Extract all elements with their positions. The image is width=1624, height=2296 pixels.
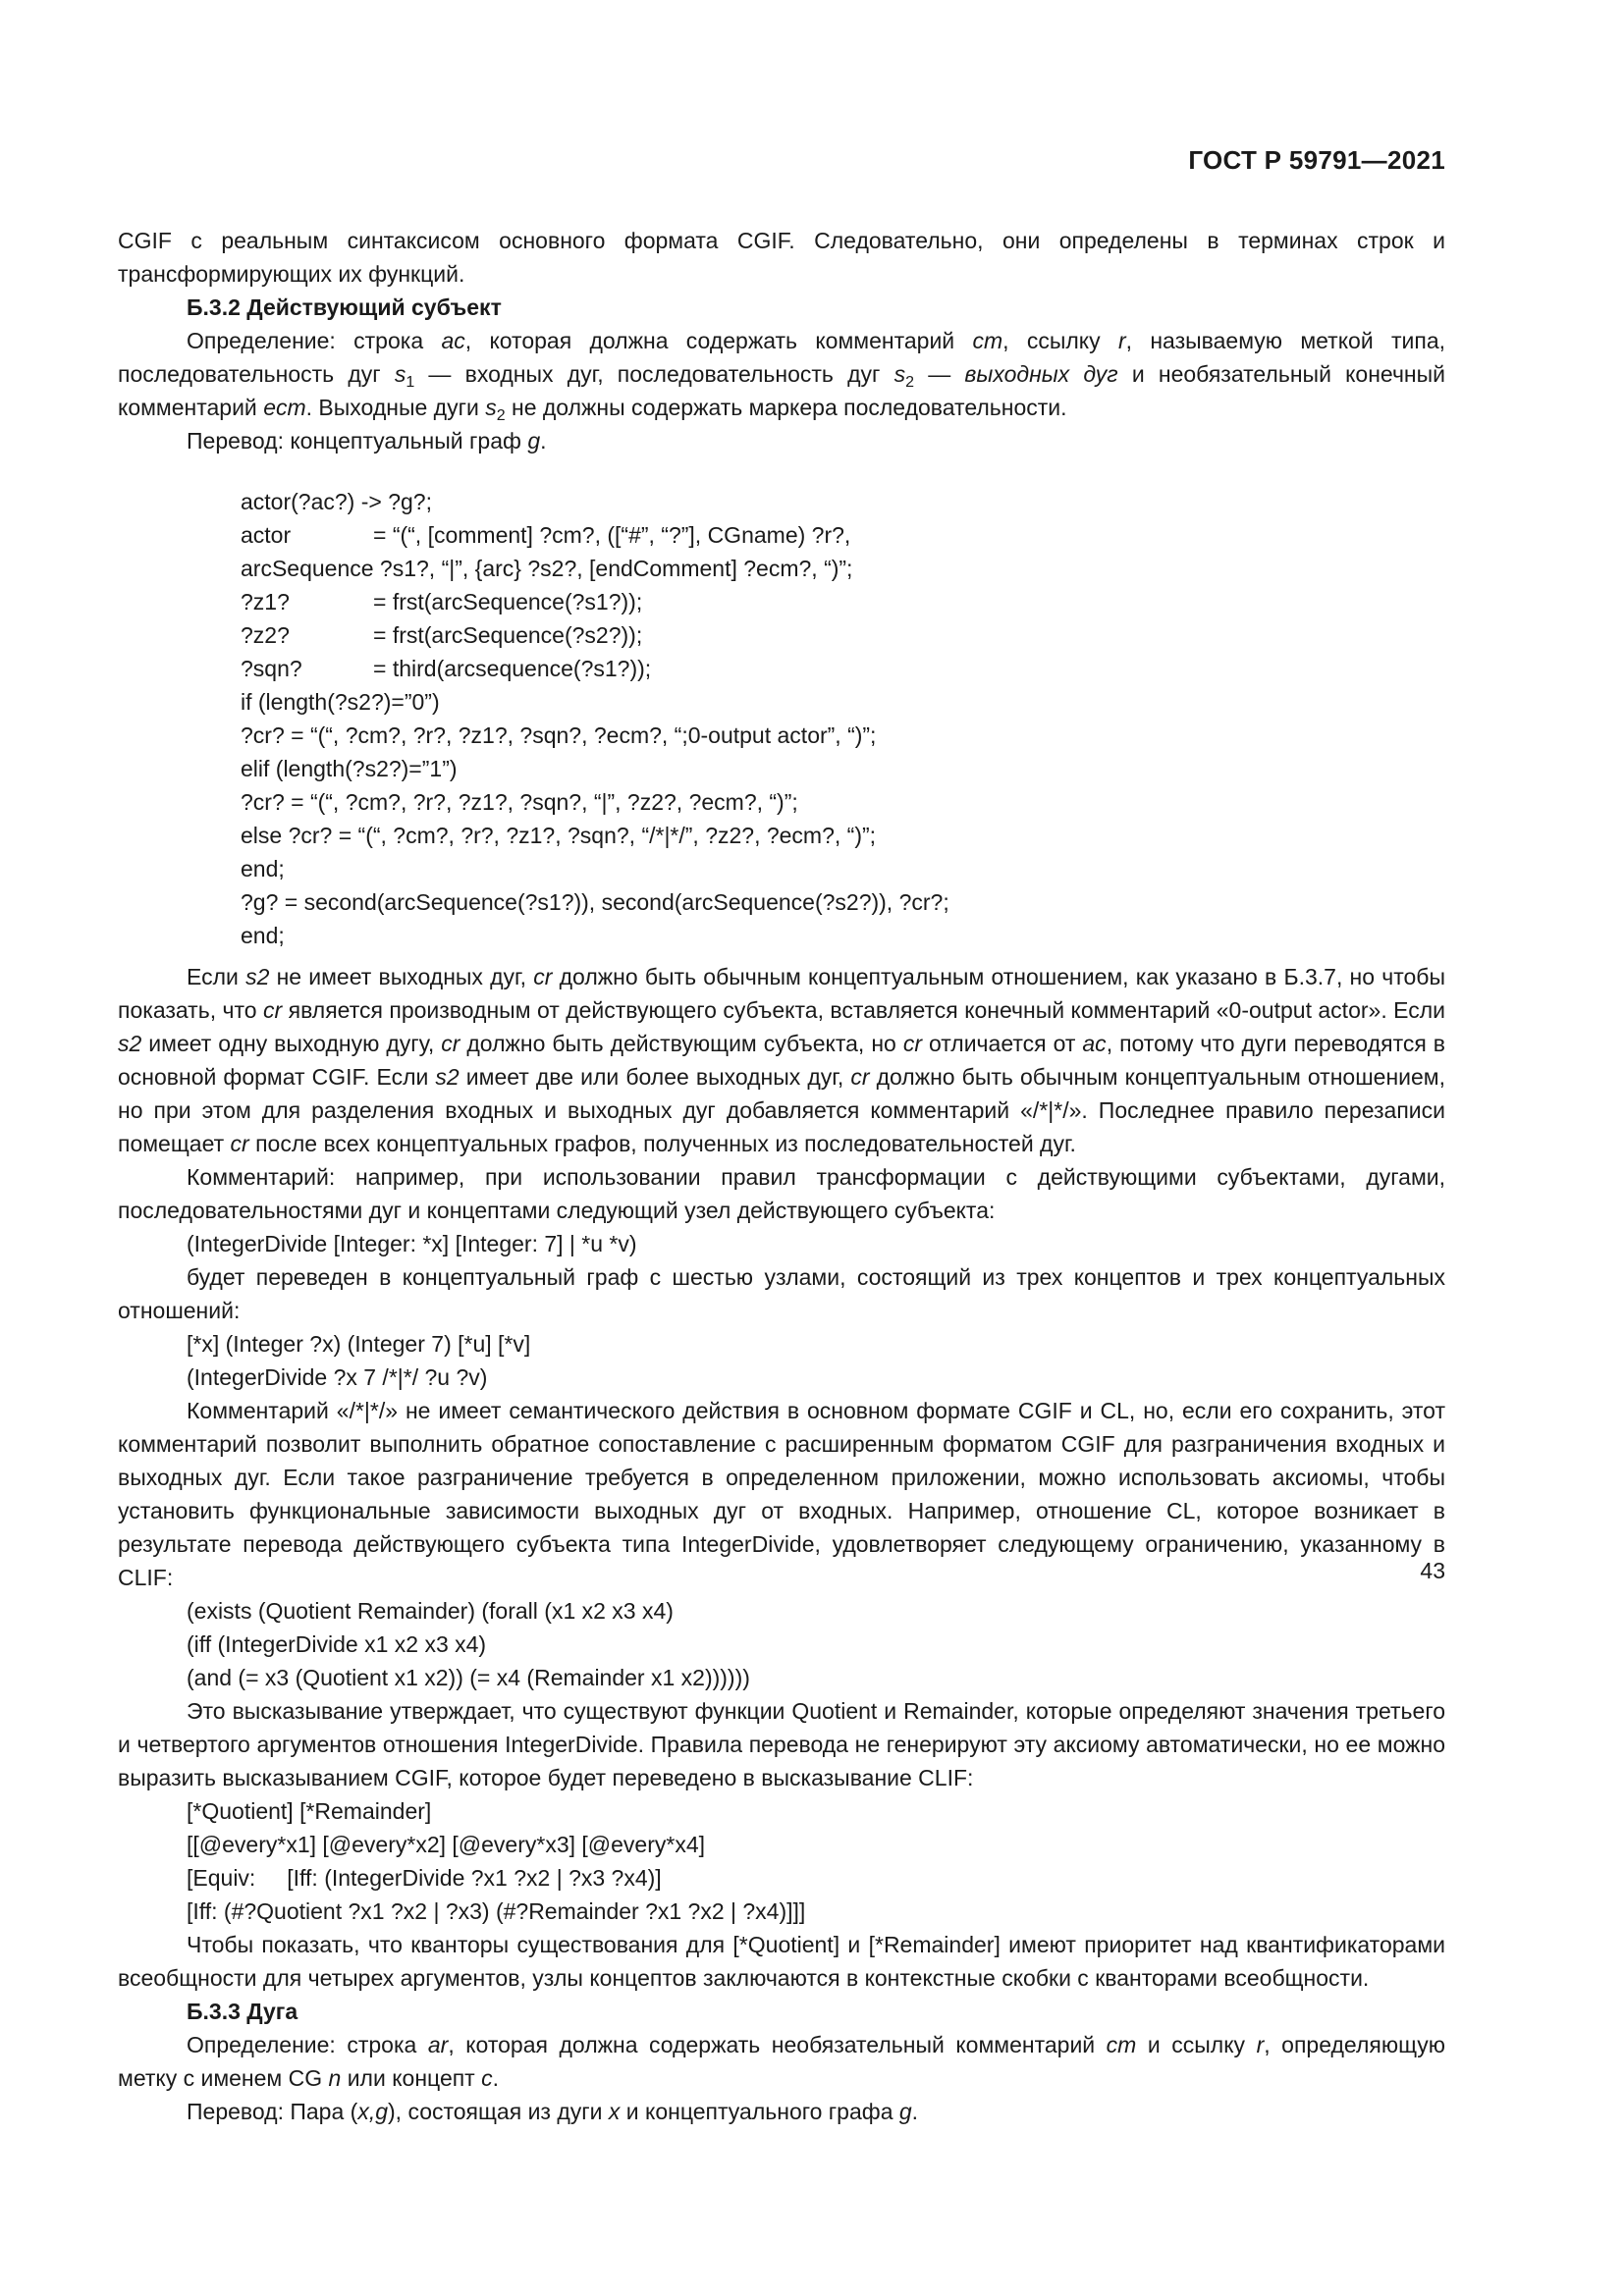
code-line: actor(?ac?) -> ?g?; [241,489,432,514]
code-line: ?z1? = frst(arcSequence(?s1?)); [241,589,643,614]
translated-paragraph: будет переведен в концептуальный граф с шестью узлами, состоящий из трех концептов и трех концептуальных отношений: [118,1264,1445,1323]
comment-paragraph: Комментарий: например, при использовании правил трансформации с действующими субъектами, дугами, последовательностями дуг и концептами следующий узел действующего субъекта: [118,1164,1445,1223]
section-heading-b33: Б.3.3 Дуга [187,1999,298,2024]
cgif-line: [Equiv: [Iff: (IntegerDivide ?x1 ?x2 | ?x3 ?x4)] [187,1865,662,1891]
definition-paragraph: Определение: строка ar, которая должна содержать необязательный комментарий cm и ссылку r, определяющую метку с именем CG n или концепт c. [118,2032,1446,2091]
cgif-line: [Iff: (#?Quotient ?x1 ?x2 | ?x3) (#?Remainder ?x1 ?x2 | ?x4)]]] [187,1898,806,1924]
assertion-paragraph: Это высказывание утверждает, что существуют функции Quotient и Remainder, которые определяют значения третьего и четвертого аргументов отношения IntegerDivide. Правила перевода не генерируют эту аксиому автоматически, но ее можно выразить высказыванием CGIF, которое будет переведено в высказывание CLIF: [118,1698,1445,1790]
code-line: ?cr? = “(“, ?cm?, ?r?, ?z1?, ?sqn?, “|”, ?z2?, ?ecm?, “)”; [241,789,798,815]
definition-paragraph: Определение: строка ac, которая должна содержать комментарий cm, ссылку r, называемую меткой типа, последовательность дуг $s_1$ — входных дуг, последовательность дуг $s_2$ — выходных дуг и необязательный конечный комментарий ecm. Выходные дуги $s_2$ не должны содержать маркера последовательности. [118,328,1446,424]
code-line: end; [241,856,285,881]
document-header: ГОСТ Р 59791—2021 [1188,145,1445,175]
intro-paragraph: CGIF с реальным синтаксисом основного формата CGIF. Следовательно, они определены в терминах строк и трансформирующих их функций. [118,228,1445,287]
code-line: ?g? = second(arcSequence(?s1?)), second(arcSequence(?s2?)), ?cr?; [241,889,949,915]
clif-line: (exists (Quotient Remainder) (forall (x1 x2 x3 x4) [187,1598,674,1624]
comment-paragraph: Комментарий «/*|*/» не имеет семантического действия в основном формате CGIF и CL, но, если его сохранить, этот комментарий позволит выполнить обратное сопоставление с расширенным форматом CGIF для разграничения входных и выходных дуг. Если такое разграничение требуется в определенном приложении, можно использовать аксиомы, чтобы установить функциональные зависимости выходных дуг от входных. Например, отношение CL, которое возникает в результате перевода действующего субъекта типа IntegerDivide, удовлетворяет следующему ограничению, указанному в CLIF: [118,1398,1445,1590]
translation-paragraph: Перевод: концептуальный граф g. [187,428,547,454]
translation-paragraph: Перевод: Пара (x,g), состоящая из дуги x и концептуального графа g. [187,2099,919,2124]
code-line: ?cr? = “(“, ?cm?, ?r?, ?z1?, ?sqn?, ?ecm?, “;0-output actor”, “)”; [241,722,877,748]
cgif-line: [*Quotient] [*Remainder] [187,1798,432,1824]
clif-line: (iff (IntegerDivide x1 x2 x3 x4) [187,1631,487,1657]
code-block [118,485,1445,952]
quantifier-paragraph: Чтобы показать, что кванторы существования для [*Quotient] и [*Remainder] имеют приоритет над квантификаторами всеобщности для четырех аргументов, узлы концептов заключаются в контекстные скобки с кванторами всеобщности. [118,1932,1445,1991]
code-line: end; [241,923,285,948]
explanation-paragraph: Если s2 не имеет выходных дуг, cr должно быть обычным концептуальным отношением, как указано в Б.3.7, но чтобы показать, что cr является производным от действующего субъекта, вставляется конечный комментарий «0-output actor». Если s2 имеет одну выходную дугу, cr должно быть действующим субъекта, но cr отличается от ac, потому что дуги переводятся в основной формат CGIF. Если s2 имеет две или более выходных дуг, cr должно быть обычным концептуальным отношением, но при этом для разделения входных и выходных дуг добавляется комментарий «/*|*/». Последнее правило перезаписи помещает cr после всех концептуальных графов, полученных из последовательностей дуг. [118,964,1446,1156]
code-line: arcSequence ?s1?, “|”, {arc} ?s2?, [endComment] ?ecm?, “)”; [241,556,853,581]
code-line: ?sqn? = third(arcsequence(?s1?)); [241,656,652,681]
code-line: ?z2? = frst(arcSequence(?s2?)); [241,622,643,648]
section-heading-b32: Б.3.2 Действующий субъект [187,294,502,320]
document-body [118,224,1445,2128]
code-line: else ?cr? = “(“, ?cm?, ?r?, ?z1?, ?sqn?, “/*|*/”, ?z2?, ?ecm?, “)”; [241,823,877,848]
example-line: [*x] (Integer ?x) (Integer 7) [*u] [*v] [187,1331,531,1357]
page-number: 43 [1420,1558,1445,1583]
code-line: actor = “(“, [comment] ?cm?, ([“#”, “?”], CGname) ?r?, [241,522,851,548]
example-line: (IntegerDivide ?x 7 /*|*/ ?u ?v) [187,1364,488,1390]
cgif-line: [[@every*x1] [@every*x2] [@every*x3] [@every*x4] [187,1832,706,1857]
code-line: elif (length(?s2?)=”1”) [241,756,458,781]
code-line: if (length(?s2?)=”0”) [241,689,440,715]
clif-line: (and (= x3 (Quotient x1 x2)) (= x4 (Remainder x1 x2)))))) [187,1665,750,1690]
example-line: (IntegerDivide [Integer: *x] [Integer: 7] | *u *v) [187,1231,637,1256]
